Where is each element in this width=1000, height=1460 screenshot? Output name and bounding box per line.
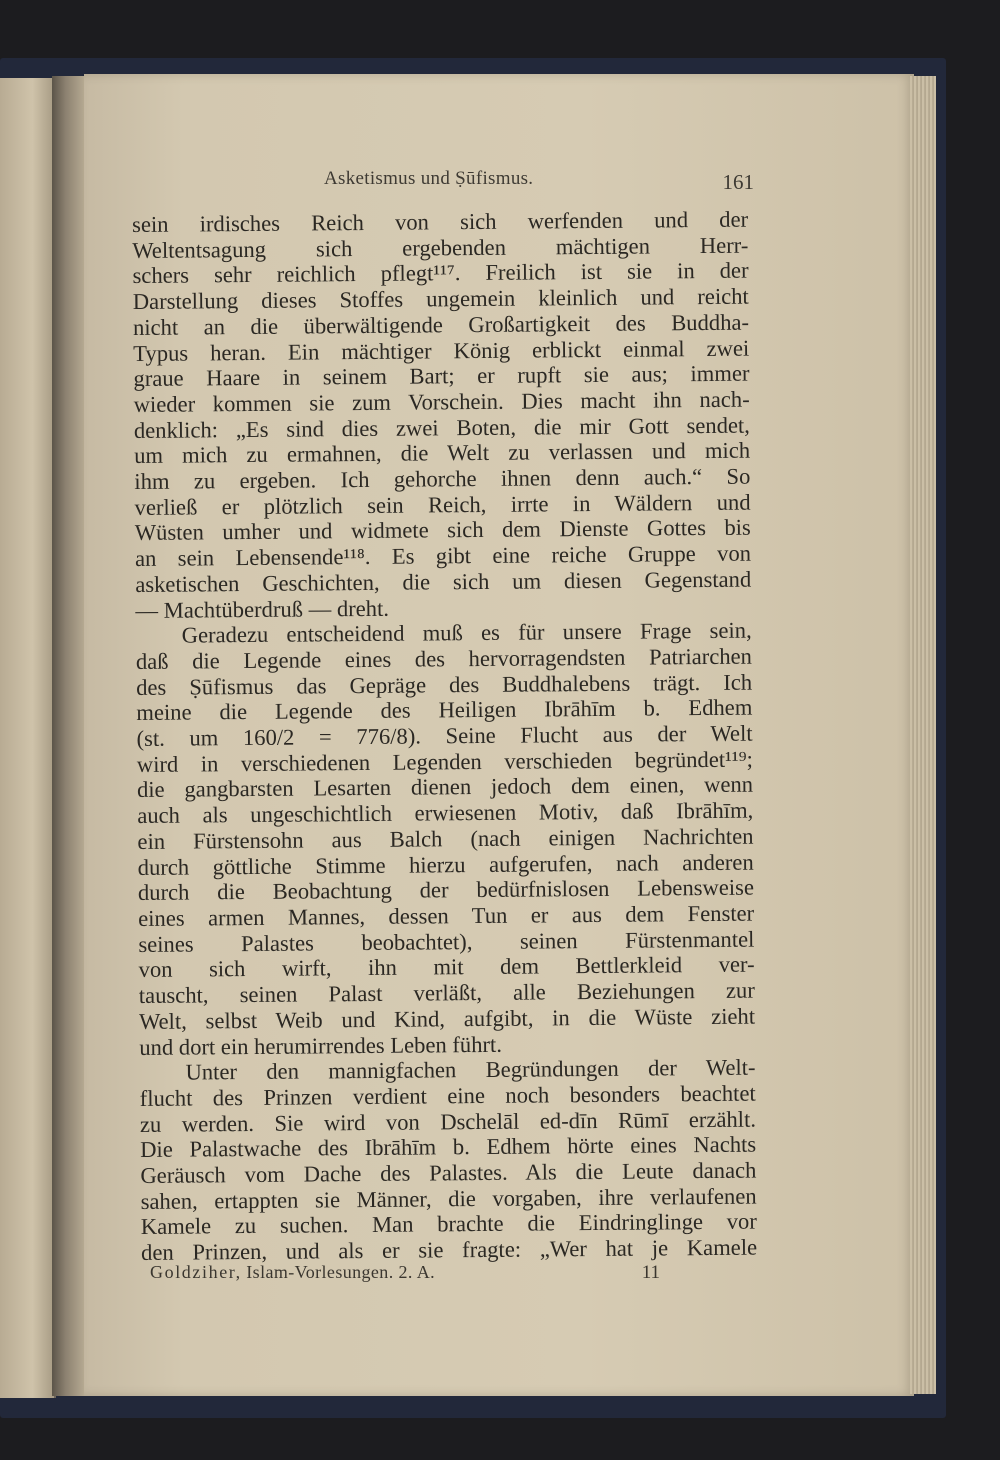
text-line: — Machtüberdruß — dreht. [135,595,390,623]
text-line: wird in verschiedenen Legenden verschieden begründet¹¹⁹; [136,746,753,777]
text-line: daß die Legende eines des hervorragendsten Patriarchen [135,643,753,674]
text-line: Wüsten umher und widmete sich dem Dienste Gottes bis [134,515,751,546]
text-line: von sich wirft, ihn mit dem Bettlerkleid ver- [138,951,755,983]
text-line: meine die Legende des Heiligen Ibrāhīm b. Edhem [136,694,753,726]
text-line: ihm zu ergeben. Ich gehorche ihnen denn auch.“ So [134,463,751,495]
text-line: Die Palastwache des Ibrāhīm b. Edhem hörte eines Nachts [140,1131,757,1163]
text-line: denklich: „Es sind dies zwei Boten, die mir Gott sendet, [133,412,750,443]
text-line: eines armen Mannes, dessen Tun er aus dem Fenster [138,900,755,931]
text-line: und dort ein herumirrendes Leben führt. [139,1031,503,1060]
text-line: Darstellung dieses Stoffes ungemein kleinlich und reicht [132,283,749,315]
text-line: asketischen Geschichten, die sich um diesen Gegenstand [135,566,752,597]
text-line: flucht des Prinzen verdient eine noch besonders beachtet [139,1080,756,1111]
text-line: schers sehr reichlich pflegt¹¹⁷. Freilich ist sie in der [132,258,749,289]
text-line: nicht an die überwältigende Großartigkeit des Buddha- [132,309,750,340]
text-line: ein Fürstensohn aus Balch (nach einigen Nachrichten [137,823,754,854]
page-number: 161 [722,170,754,194]
text-line: um mich zu ermahnen, die Welt zu verlassen und mich [134,437,751,469]
text-line: sein irdisches Reich von sich werfenden und der [132,206,749,237]
text-line: verließ er plötzlich sein Reich, irrte in Wäldern und [134,489,751,520]
book-gutter [52,76,86,1396]
page-edges [910,76,936,1394]
text-line: tauscht, seinen Palast verläßt, alle Beziehungen zur [138,977,755,1009]
left-page-edge [0,78,56,1398]
text-line: seines Palastes beobachtet), seinen Fürstenmantel [138,926,755,957]
footer-author: Goldziher, [150,1262,242,1282]
text-line: Weltentsagung sich ergebenden mächtigen Herr- [132,232,749,263]
running-title: Asketismus und Ṣūfismus. [324,168,534,189]
page-header [84,168,754,198]
text-line: die gangbarsten Lesarten dienen jedoch dem einen, wenn [136,772,754,803]
text-line: Welt, selbst Weib und Kind, aufgibt, in die Wüste zieht [138,1003,756,1034]
text-line: Typus heran. Ein mächtiger König erblickt einmal zwei [133,335,750,366]
text-line: den Prinzen, und als er sie fragte: „Wer hat je Kamele [140,1234,758,1266]
text-line: sahen, ertappten sie Männer, die vorgaben, ihre verlaufenen [140,1183,757,1214]
text-line: (st. um 160/2 = 776/8). Seine Flucht aus der Welt [136,720,753,752]
text-line: auch als ungeschichtlich erwiesenen Motiv, daß Ibrāhīm, [137,797,754,829]
text-line: des Ṣūfismus das Gepräge des Buddhalebens trägt. Ich [136,669,753,700]
text-line: Kamele zu suchen. Man brachte die Eindringlinge vor [140,1209,757,1240]
text-line: durch die Beobachtung der bedürfnislosen Lebensweise [137,874,755,906]
text-line: graue Haare in seinem Bart; er rupft sie aus; immer [133,360,750,392]
text-line: durch göttliche Stimme hierzu aufgerufen, nach anderen [137,849,754,880]
footer-title: Islam-Vorlesungen. 2. A. [246,1262,436,1282]
text-line: zu werden. Sie wird von Dschelāl ed-dīn Rūmī erzählt. [139,1106,757,1137]
text-line: Geradezu entscheidend muß es für unsere Frage sein, [181,617,752,648]
body-text [132,207,757,1266]
text-line: Unter den mannigfachen Begründungen der Welt- [185,1054,756,1085]
page-footer [150,1262,670,1283]
text-line: wieder kommen sie zum Vorschein. Dies macht ihn nach- [133,386,750,417]
text-line: Geräusch vom Dache des Palastes. Als die Leute danach [140,1157,757,1188]
text-line: an sein Lebensende¹¹⁸. Es gibt eine reiche Gruppe von [134,540,752,572]
signature-mark: 11 [641,1262,660,1283]
